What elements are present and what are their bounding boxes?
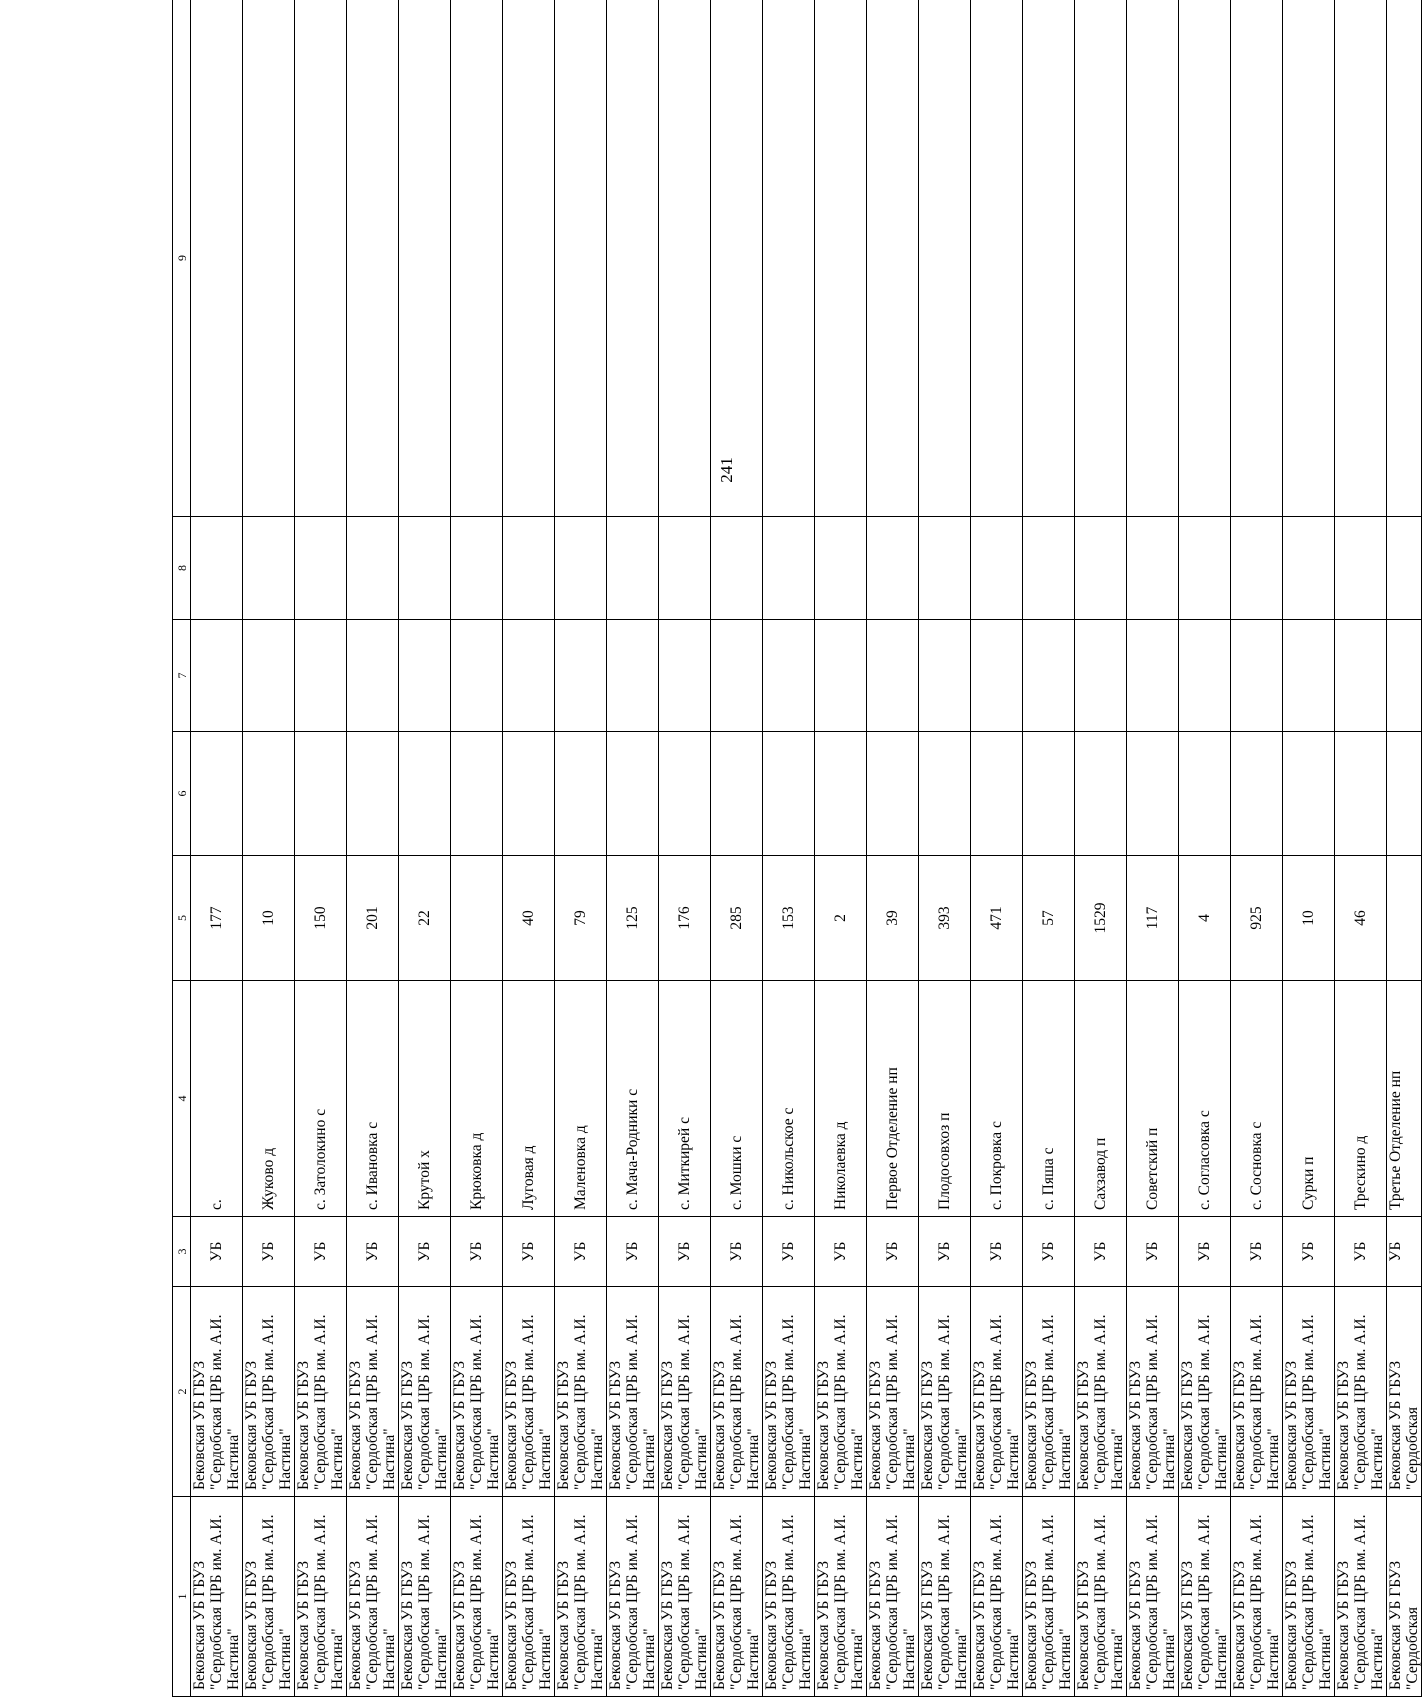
table-cell: Бековская УБ ГБУЗ "Сердобская ЦРБ им. А.И. Настина" [1023,1287,1075,1497]
table-cell: с. Пяша с [1023,981,1075,1217]
table-cell: Бековская УБ ГБУЗ "Сердобская ЦРБ им. А.И. Настина" [607,1287,659,1497]
table-cell: 177 [191,856,243,981]
table-cell [607,517,659,620]
table-cell [919,517,971,620]
table-cell: Бековская УБ ГБУЗ "Сердобская ЦРБ им. А.И. Настина" [659,1497,711,1697]
table-cell: 4 [1179,856,1231,981]
table-cell [399,732,451,856]
column-number-header: 5 [173,856,191,981]
table-cell [971,620,1023,732]
table-row [1335,0,1387,1697]
table-cell: Бековская УБ ГБУЗ "Сердобская ЦРБ им. А.И. Настина" [503,1287,555,1497]
table-cell [659,0,711,517]
column-number-header: 1 [173,1497,191,1697]
table-cell [347,0,399,517]
table-cell: Бековская УБ ГБУЗ "Сердобская ЦРБ им. А.И. Настина" [971,1287,1023,1497]
table-cell [503,0,555,517]
table-cell [867,620,919,732]
table-cell [191,620,243,732]
table-cell [1179,732,1231,856]
table-cell: Бековская УБ ГБУЗ "Сердобская ЦРБ им. А.И. Настина" [1075,1287,1127,1497]
table-cell [1231,732,1283,856]
table-cell: 40 [503,856,555,981]
table-cell: УБ [347,1217,399,1287]
table-row [815,0,867,1697]
rotated-table-wrapper [172,0,1421,1697]
table-cell: Бековская УБ ГБУЗ "Сердобская ЦРБ им. А.И. Настина" [815,1287,867,1497]
table-cell: УБ [919,1217,971,1287]
table-cell: Бековская УБ ГБУЗ "Сердобская ЦРБ им. А.И. Настина" [347,1287,399,1497]
table-cell: 46 [1335,856,1387,981]
table-cell: Трескино д [1335,981,1387,1217]
table-cell [1335,620,1387,732]
table-cell [919,0,971,517]
column-number-header: 2 [173,1287,191,1497]
column-number-header: 8 [173,517,191,620]
table-cell: Бековская УБ ГБУЗ "Сердобская ЦРБ им. А.И. Настина" [971,1497,1023,1697]
table-row [451,0,503,1697]
table-cell: Бековская УБ ГБУЗ "Сердобская ЦРБ им. А.И. Настина" [347,1497,399,1697]
table-cell: Сурки п [1283,981,1335,1217]
table-cell: УБ [503,1217,555,1287]
table-cell [1283,0,1335,517]
table-cell [1231,0,1283,517]
table-cell: Бековская УБ ГБУЗ "Сердобская ЦРБ им. А.И. Настина" [191,1497,243,1697]
table-cell: Бековская УБ ГБУЗ "Сердобская ЦРБ им. А.И. Настина" [815,1497,867,1697]
table-cell [243,517,295,620]
table-cell [1387,732,1422,856]
table-cell: Бековская УБ ГБУЗ "Сердобская ЦРБ им. А.И. Настина" [399,1287,451,1497]
table-cell: 393 [919,856,971,981]
table-cell: Бековская УБ ГБУЗ "Сердобская ЦРБ им. А.И. Настина" [763,1287,815,1497]
table-cell [1075,517,1127,620]
table-cell [1387,0,1422,517]
table-cell [1127,517,1179,620]
table-cell: Крутой х [399,981,451,1217]
table-cell [1335,0,1387,517]
table-cell [919,620,971,732]
table-cell [191,517,243,620]
table-cell: УБ [659,1217,711,1287]
table-cell: УБ [399,1217,451,1287]
table-cell [503,517,555,620]
table-cell: 176 [659,856,711,981]
table-cell: Бековская УБ ГБУЗ "Сердобская ЦРБ им. А.И. Настина" [1179,1287,1231,1497]
table-cell: Бековская УБ ГБУЗ "Сердобская ЦРБ им. А.И. Настина" [555,1497,607,1697]
table-cell [867,517,919,620]
table-cell [1335,732,1387,856]
table-cell: с. Ивановка с [347,981,399,1217]
data-table [172,0,1422,1697]
column-number-header: 4 [173,981,191,1217]
table-cell [1179,620,1231,732]
table-cell [295,732,347,856]
table-cell: Бековская УБ ГБУЗ "Сердобская ЦРБ им. А.И. Настина" [295,1287,347,1497]
column-number-header: 6 [173,732,191,856]
table-cell [919,732,971,856]
table-cell [815,517,867,620]
table-cell [815,620,867,732]
table-row [919,0,971,1697]
table-cell: Бековская УБ ГБУЗ "Сердобская ЦРБ им. А.И. Настина" [1075,1497,1127,1697]
table-cell: 10 [1283,856,1335,981]
table-cell [971,0,1023,517]
table-row [191,0,243,1697]
table-cell [555,517,607,620]
table-cell: Бековская УБ ГБУЗ "Сердобская ЦРБ им. А.И. Настина" [607,1497,659,1697]
table-cell [191,0,243,517]
table-cell: Маленовка д [555,981,607,1217]
table-cell [503,732,555,856]
table-cell [971,732,1023,856]
table-cell [1127,620,1179,732]
table-row [607,0,659,1697]
table-cell: Бековская УБ ГБУЗ "Сердобская ЦРБ им. А.И. Настина" [919,1497,971,1697]
table-cell: Бековская УБ ГБУЗ "Сердобская ЦРБ им. А.И. Настина" [243,1497,295,1697]
table-cell: с. Миткирей с [659,981,711,1217]
table-cell [867,732,919,856]
table-cell: УБ [1179,1217,1231,1287]
table-cell: 471 [971,856,1023,981]
table-row [971,0,1023,1697]
table-cell: Бековская УБ ГБУЗ "Сердобская ЦРБ им. А.И. Настина" [919,1287,971,1497]
table-cell [1283,517,1335,620]
table-cell [555,732,607,856]
table-cell: Бековская УБ ГБУЗ "Сердобская ЦРБ им. А.И. Настина" [1283,1287,1335,1497]
table-cell: УБ [763,1217,815,1287]
page-number: 241 [717,457,736,483]
table-cell: 285 [711,856,763,981]
table-cell: Николаевка д [815,981,867,1217]
table-cell: 2 [815,856,867,981]
table-cell: Сахзавод п [1075,981,1127,1217]
column-number-header: 7 [173,620,191,732]
table-row [659,0,711,1697]
table-cell: Бековская УБ ГБУЗ "Сердобская [1387,1497,1422,1697]
table-cell [1179,517,1231,620]
table-cell: с. Согласовка с [1179,981,1231,1217]
table-cell: Бековская УБ ГБУЗ "Сердобская ЦРБ им. А.И. Настина" [399,1497,451,1697]
table-cell [659,517,711,620]
table-row [711,0,763,1697]
table-cell: УБ [243,1217,295,1287]
table-cell: УБ [711,1217,763,1287]
table-row [1127,0,1179,1697]
table-cell: Бековская УБ ГБУЗ "Сердобская ЦРБ им. А.И. Настина" [243,1287,295,1497]
table-cell: УБ [555,1217,607,1287]
table-cell [1075,0,1127,517]
table-cell [607,620,659,732]
table-row [243,0,295,1697]
table-header-row [173,0,191,1697]
table-cell: УБ [451,1217,503,1287]
table-row [1387,0,1422,1697]
table-cell [295,620,347,732]
table-cell: УБ [191,1217,243,1287]
table-cell: Бековская УБ ГБУЗ "Сердобская ЦРБ им. А.И. Настина" [659,1287,711,1497]
table-cell [867,0,919,517]
table-cell: Бековская УБ ГБУЗ "Сердобская ЦРБ им. А.И. Настина" [503,1497,555,1697]
table-cell: Бековская УБ ГБУЗ "Сердобская ЦРБ им. А.И. Настина" [451,1287,503,1497]
table-cell [763,517,815,620]
table-row [1231,0,1283,1697]
table-cell: УБ [295,1217,347,1287]
table-cell: с. Сосновка с [1231,981,1283,1217]
table-cell [1127,732,1179,856]
table-row [555,0,607,1697]
table-row [295,0,347,1697]
table-cell: Жуково д [243,981,295,1217]
table-cell [451,0,503,517]
table-cell: Бековская УБ ГБУЗ "Сердобская ЦРБ им. А.И. Настина" [1179,1497,1231,1697]
table-cell [451,517,503,620]
table-cell [711,517,763,620]
table-cell [607,732,659,856]
table-cell [1283,732,1335,856]
table-cell: 125 [607,856,659,981]
table-body [173,0,1422,1697]
table-cell [971,517,1023,620]
table-cell [1231,517,1283,620]
table-cell: УБ [1283,1217,1335,1287]
table-cell [1023,620,1075,732]
table-cell [347,732,399,856]
table-cell [451,856,503,981]
table-cell [503,620,555,732]
table-cell: Бековская УБ ГБУЗ "Сердобская ЦРБ им. А.И. Настина" [1023,1497,1075,1697]
table-cell: 79 [555,856,607,981]
table-cell [399,0,451,517]
table-cell: Бековская УБ ГБУЗ "Сердобская ЦРБ им. А.И. Настина" [711,1497,763,1697]
table-cell: Плодосовхоз п [919,981,971,1217]
table-cell [763,732,815,856]
table-row [1075,0,1127,1697]
table-cell: 150 [295,856,347,981]
table-cell [1283,620,1335,732]
table-cell: УБ [867,1217,919,1287]
table-cell: Бековская УБ ГБУЗ "Сердобская ЦРБ им. А.И. Настина" [1335,1497,1387,1697]
table-cell: 153 [763,856,815,981]
table-cell [1075,620,1127,732]
table-cell [659,732,711,856]
table-cell [1387,856,1422,981]
table-cell: УБ [815,1217,867,1287]
table-cell: с. Никольское с [763,981,815,1217]
table-cell: УБ [1075,1217,1127,1287]
table-cell: 22 [399,856,451,981]
table-cell [399,517,451,620]
column-number-header: 9 [173,0,191,517]
table-cell [243,732,295,856]
table-cell: УБ [1387,1217,1422,1287]
table-cell [295,0,347,517]
table-cell: с. Мача-Родники с [607,981,659,1217]
table-cell [763,620,815,732]
table-cell: 201 [347,856,399,981]
table-row [1283,0,1335,1697]
table-cell: Бековская УБ ГБУЗ "Сердобская ЦРБ им. А.И. Настина" [763,1497,815,1697]
table-cell: Бековская УБ ГБУЗ "Сердобская ЦРБ им. А.И. Настина" [1335,1287,1387,1497]
table-cell: Бековская УБ ГБУЗ "Сердобская ЦРБ им. А.И. Настина" [295,1497,347,1697]
table-cell: с. [191,981,243,1217]
table-cell [711,0,763,517]
table-cell: УБ [971,1217,1023,1287]
table-cell: Бековская УБ ГБУЗ "Сердобская ЦРБ им. А.И. Настина" [711,1287,763,1497]
table-cell: Бековская УБ ГБУЗ "Сердобская ЦРБ им. А.И. Настина" [1231,1287,1283,1497]
table-cell [347,620,399,732]
table-cell: с. Покровка с [971,981,1023,1217]
table-cell [1127,0,1179,517]
table-cell [347,517,399,620]
table-cell: 39 [867,856,919,981]
table-row [763,0,815,1697]
table-cell: Бековская УБ ГБУЗ "Сердобская ЦРБ им. А.И. Настина" [555,1287,607,1497]
table-cell [711,732,763,856]
column-number-header: 3 [173,1217,191,1287]
table-cell [243,0,295,517]
table-row [1179,0,1231,1697]
table-row [399,0,451,1697]
table-row [1023,0,1075,1697]
table-cell [1179,0,1231,517]
table-cell: УБ [1127,1217,1179,1287]
table-cell: Бековская УБ ГБУЗ "Сердобская ЦРБ им. А.И. Настина" [1127,1497,1179,1697]
table-cell [711,620,763,732]
table-cell: Первое Отделение нп [867,981,919,1217]
table-cell [763,0,815,517]
table-cell: УБ [1231,1217,1283,1287]
table-cell: УБ [1023,1217,1075,1287]
table-cell: Бековская УБ ГБУЗ "Сердобская ЦРБ им. А.И. Настина" [1231,1497,1283,1697]
table-cell: Бековская УБ ГБУЗ "Сердобская ЦРБ им. А.И. Настина" [1283,1497,1335,1697]
table-cell [1023,732,1075,856]
table-cell: Луговая д [503,981,555,1217]
table-cell [659,620,711,732]
table-cell: Бековская УБ ГБУЗ "Сердобская ЦРБ им. А.И. Настина" [867,1287,919,1497]
table-cell [1387,517,1422,620]
table-cell: 57 [1023,856,1075,981]
table-row [503,0,555,1697]
table-cell [607,0,659,517]
table-cell: 10 [243,856,295,981]
table-cell [1335,517,1387,620]
table-cell [1387,620,1422,732]
table-cell: УБ [1335,1217,1387,1287]
table-cell [399,620,451,732]
table-cell: Третье Отделение нп [1387,981,1422,1217]
table-cell [451,732,503,856]
table-cell: с. Мошки с [711,981,763,1217]
table-cell: УБ [607,1217,659,1287]
table-cell: Бековская УБ ГБУЗ "Сердобская ЦРБ им. А.И. Настина" [191,1287,243,1497]
table-cell: Советский п [1127,981,1179,1217]
table-cell [555,620,607,732]
table-cell [191,732,243,856]
table-cell [815,732,867,856]
table-cell: Крюковка д [451,981,503,1217]
table-cell [451,620,503,732]
table-cell: 1529 [1075,856,1127,981]
table-row [347,0,399,1697]
table-cell: Бековская УБ ГБУЗ "Сердобская ЦРБ им. А.И. Настина" [451,1497,503,1697]
table-cell [1023,517,1075,620]
table-cell [1231,620,1283,732]
table-cell [295,517,347,620]
table-cell: с. Затолокино с [295,981,347,1217]
table-cell: Бековская УБ ГБУЗ "Сердобская ЦРБ им. А.И. Настина" [867,1497,919,1697]
table-cell [555,0,607,517]
table-cell [1023,0,1075,517]
table-cell [1075,732,1127,856]
table-row [867,0,919,1697]
table-cell [815,0,867,517]
table-cell: 117 [1127,856,1179,981]
table-cell [243,620,295,732]
table-cell: Бековская УБ ГБУЗ "Сердобская ЦРБ им. А.И. Настина" [1127,1287,1179,1497]
table-cell: 925 [1231,856,1283,981]
table-cell: Бековская УБ ГБУЗ "Сердобская [1387,1287,1422,1497]
